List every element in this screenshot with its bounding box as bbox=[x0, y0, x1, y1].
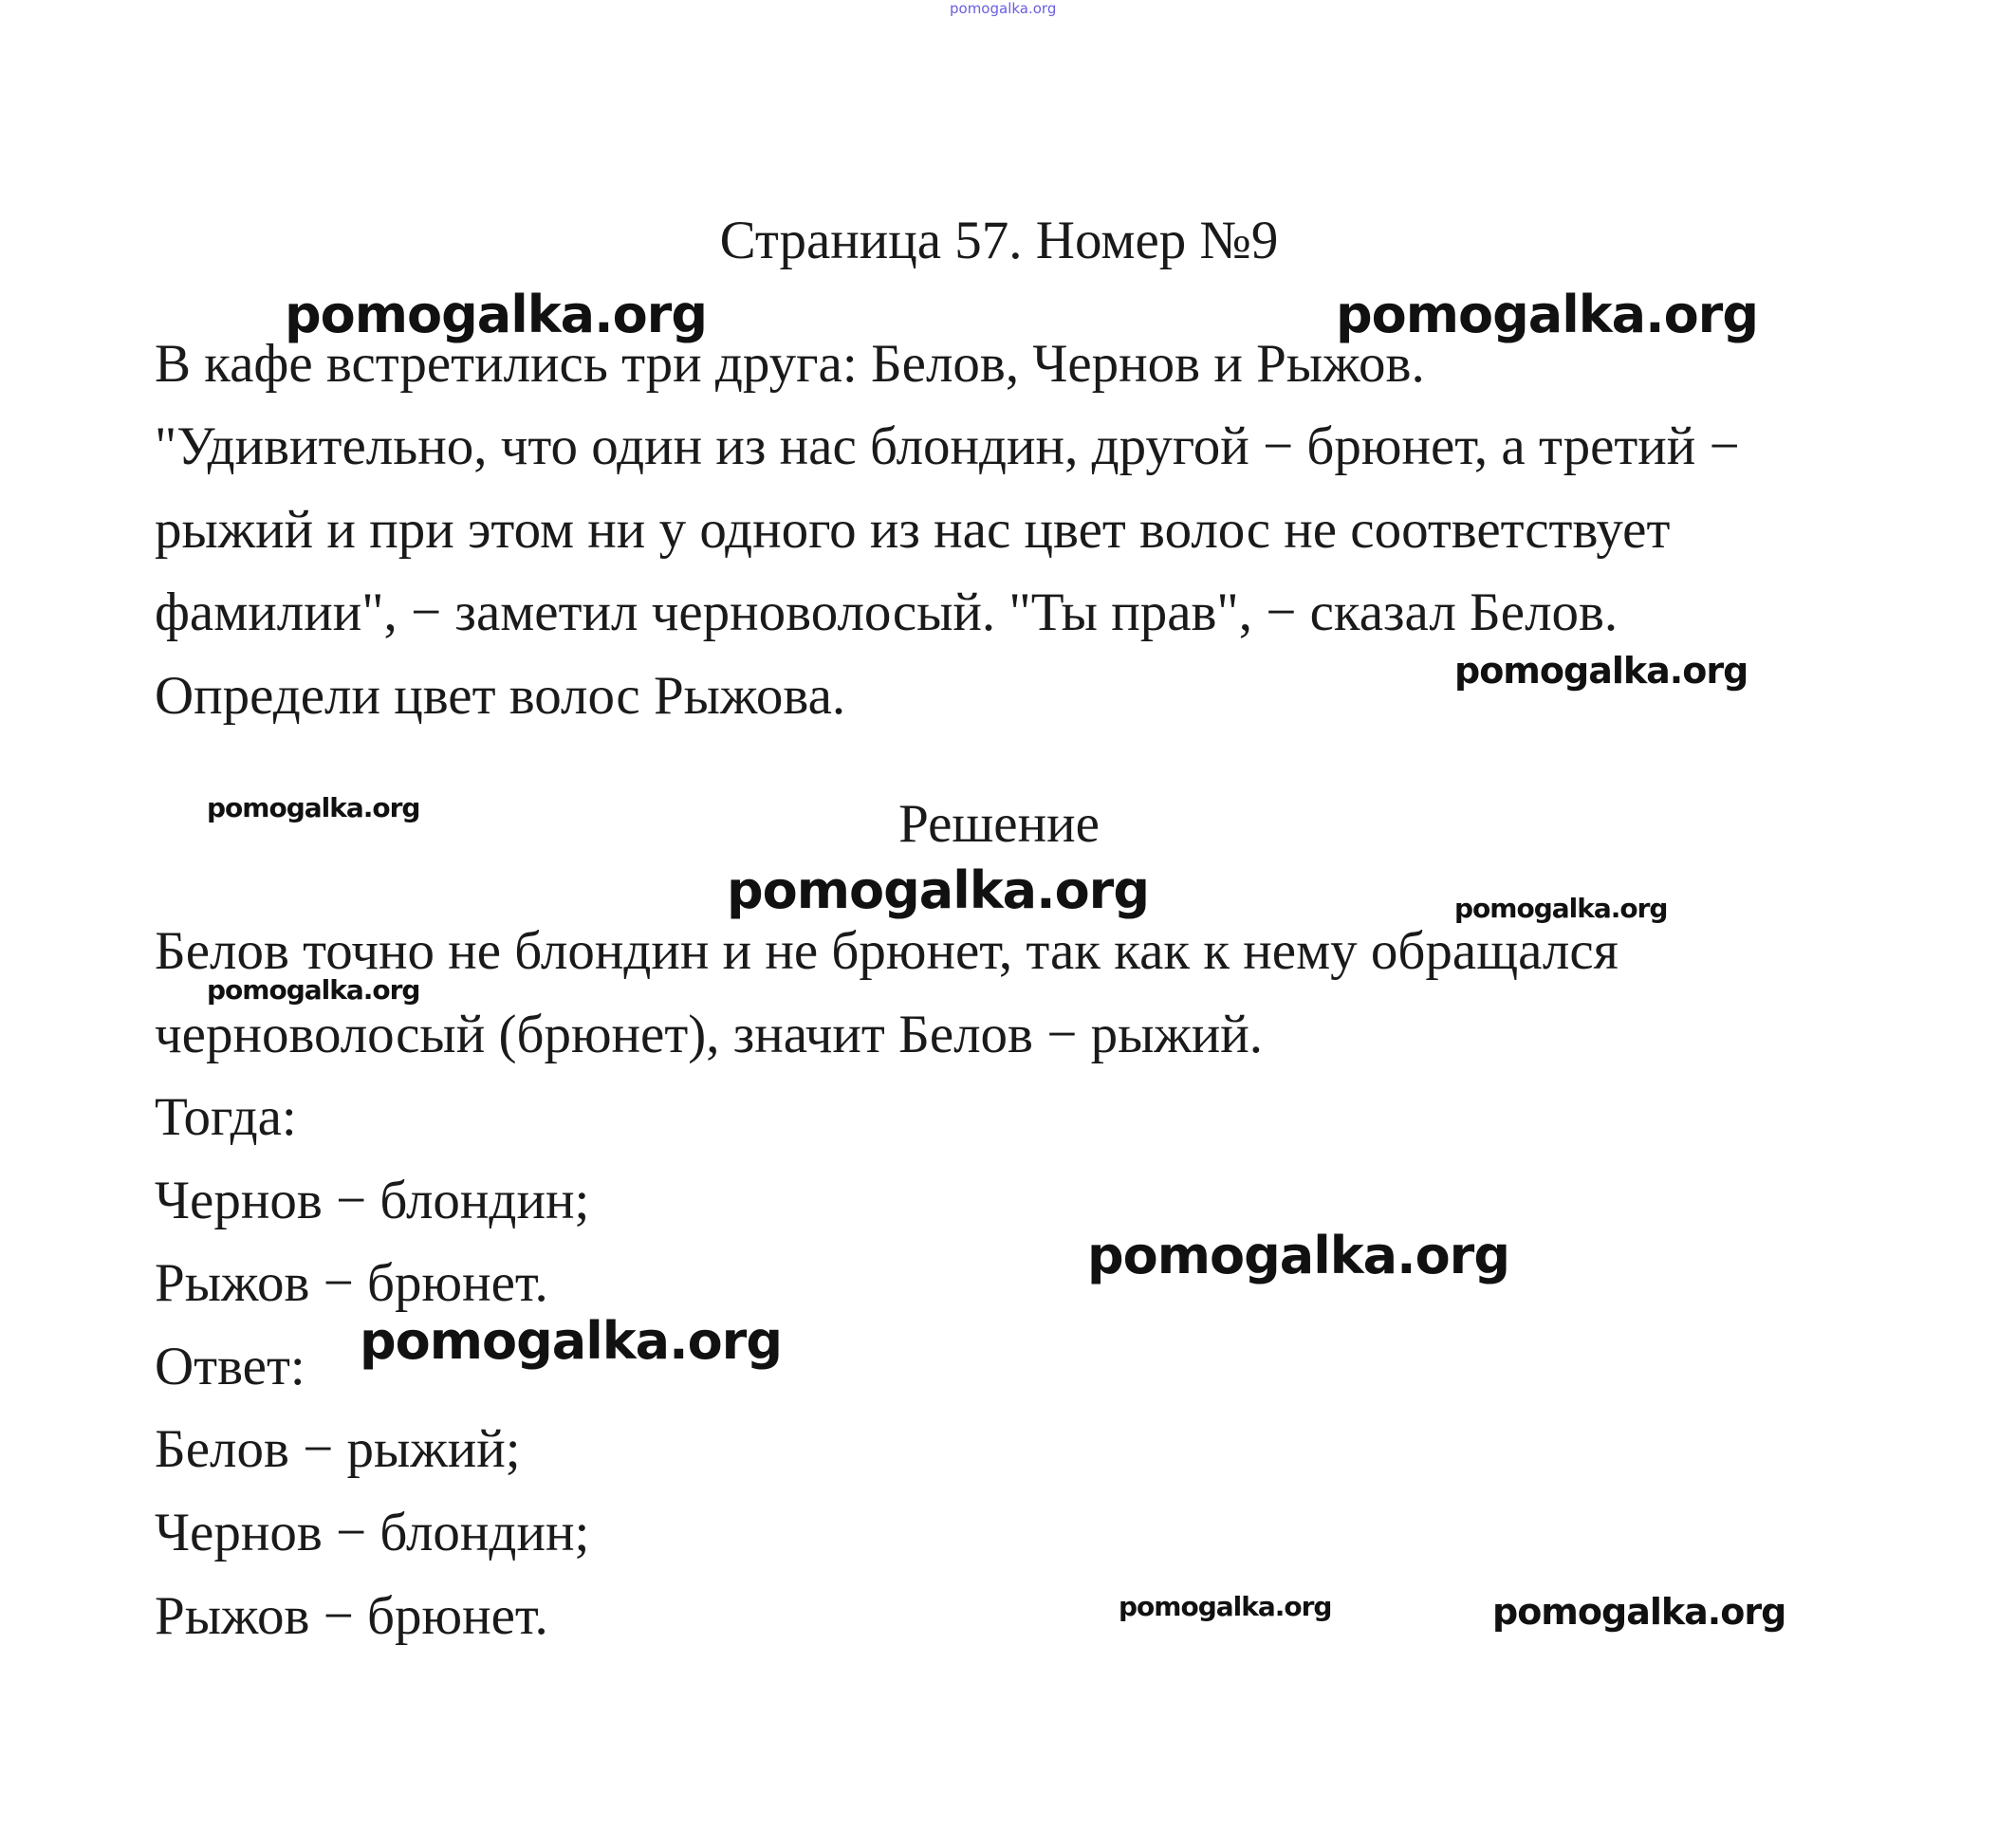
solution-line-4: Чернов − блондин; bbox=[155, 1171, 590, 1230]
watermark: pomogalka.org bbox=[1492, 1591, 1786, 1633]
watermark: pomogalka.org bbox=[1119, 1591, 1332, 1622]
problem-line-2: "Удивительно, что один из нас блондин, другой − брюнет, а третий − bbox=[155, 416, 1740, 476]
solution-line-5: Рыжов − брюнет. bbox=[155, 1253, 548, 1313]
watermark: pomogalka.org bbox=[727, 860, 1149, 920]
watermark: pomogalka.org bbox=[1336, 285, 1758, 344]
watermark: pomogalka.org bbox=[1087, 1226, 1509, 1285]
header-watermark: pomogalka.org bbox=[950, 0, 1057, 17]
solution-line-2: черноволосый (брюнет), значит Белов − рыжий. bbox=[155, 1005, 1264, 1064]
solution-heading: Решение bbox=[898, 794, 1100, 854]
page-title: Страница 57. Номер №9 bbox=[719, 211, 1279, 270]
watermark: pomogalka.org bbox=[207, 792, 420, 823]
answer-label: Ответ: bbox=[155, 1337, 305, 1396]
watermark: pomogalka.org bbox=[285, 285, 707, 344]
watermark: pomogalka.org bbox=[207, 974, 420, 1006]
problem-line-3: рыжий и при этом ни у одного из нас цвет волос не соответствует bbox=[155, 500, 1671, 560]
answer-line-3: Рыжов − брюнет. bbox=[155, 1586, 548, 1646]
problem-line-5: Определи цвет волос Рыжова. bbox=[155, 666, 846, 726]
watermark: pomogalka.org bbox=[360, 1311, 782, 1371]
watermark: pomogalka.org bbox=[1454, 893, 1668, 924]
answer-line-1: Белов − рыжий; bbox=[155, 1419, 521, 1479]
watermark: pomogalka.org bbox=[1454, 650, 1748, 692]
solution-line-1: Белов точно не блондин и не брюнет, так как к нему обращался bbox=[155, 921, 1619, 981]
problem-line-4: фамилии", − заметил черноволосый. "Ты прав", − сказал Белов. bbox=[155, 582, 1619, 642]
answer-line-2: Чернов − блондин; bbox=[155, 1503, 590, 1562]
solution-line-3: Тогда: bbox=[155, 1087, 297, 1147]
problem-line-1: В кафе встретились три друга: Белов, Чернов и Рыжов. bbox=[155, 334, 1425, 394]
